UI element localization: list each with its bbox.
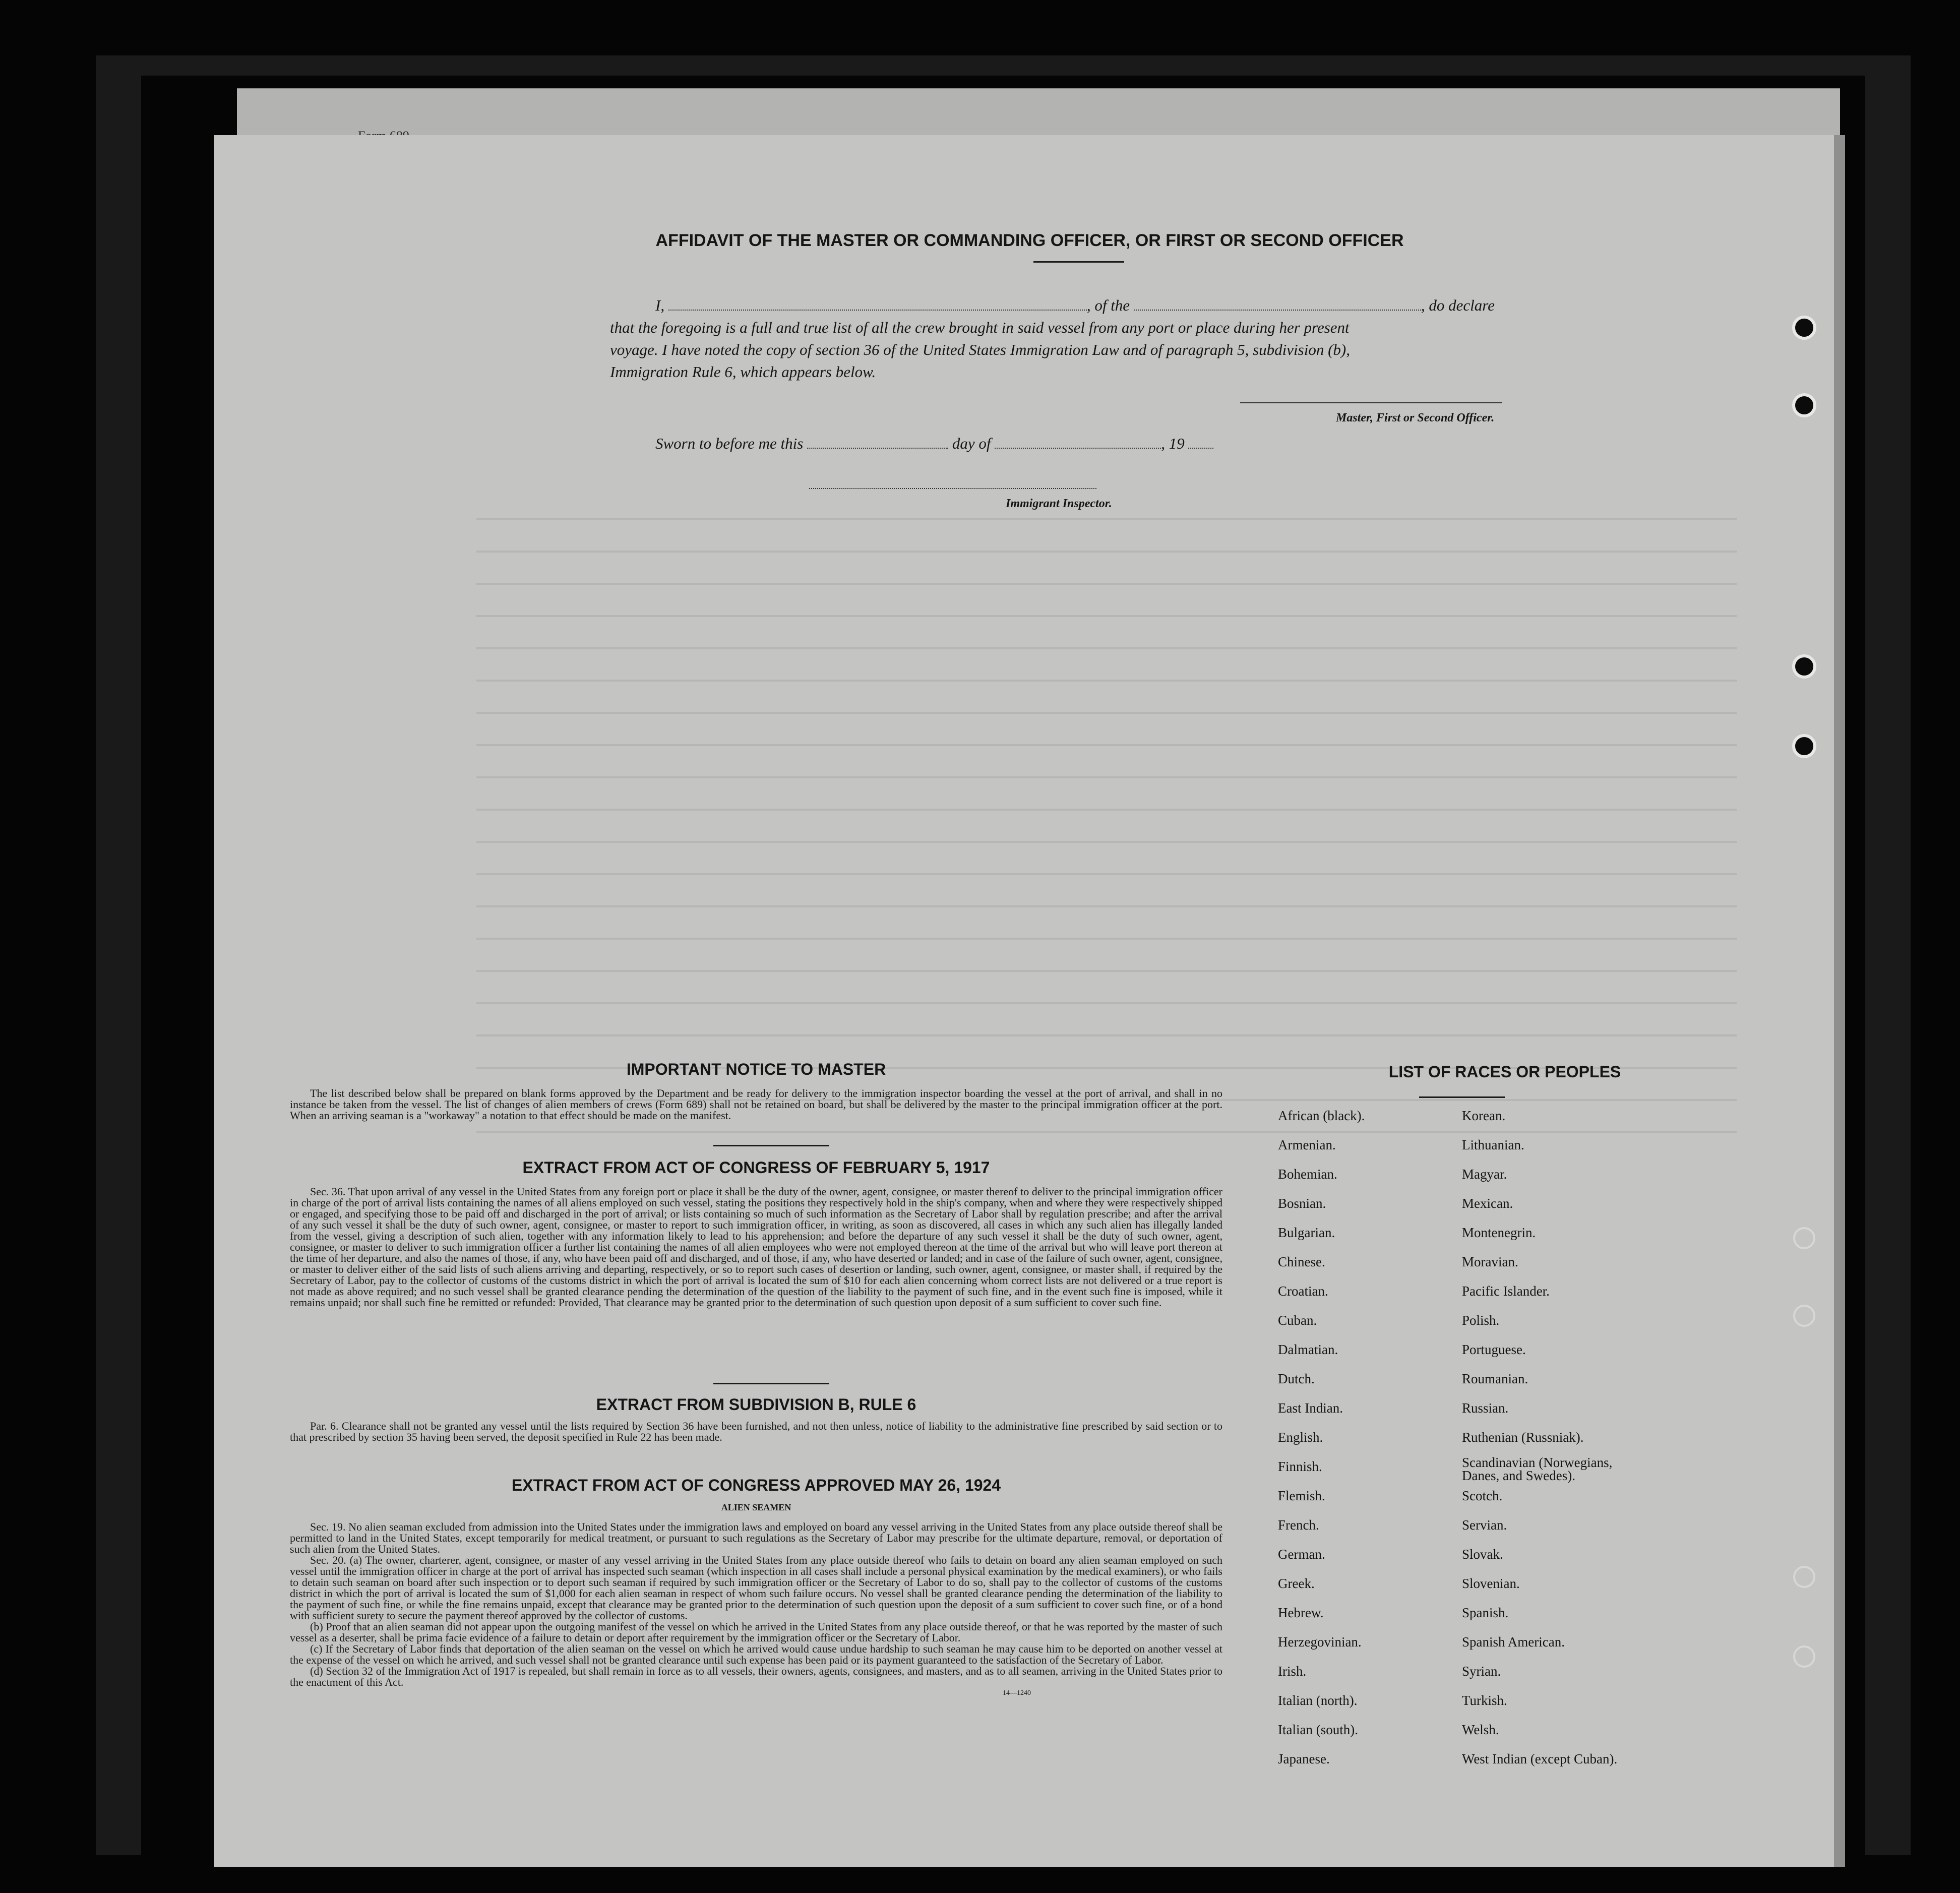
extract-1917-rule xyxy=(713,1383,829,1384)
race-item: Scandinavian (Norwegians, Danes, and Swedes). xyxy=(1462,1455,1613,1483)
extract-1924-title: EXTRACT FROM ACT OF CONGRESS APPROVED MAY 26, 1924 xyxy=(511,1476,1001,1494)
race-item: English. xyxy=(1278,1430,1323,1445)
race-item: Spanish American. xyxy=(1462,1634,1565,1650)
race-item: Finnish. xyxy=(1278,1459,1322,1474)
race-item: East Indian. xyxy=(1278,1400,1343,1416)
inspector-label: Immigrant Inspector. xyxy=(1006,497,1112,510)
affidavit-title-rule xyxy=(1033,261,1124,263)
race-item: Welsh. xyxy=(1462,1722,1499,1737)
vessel-name-field[interactable] xyxy=(1134,310,1421,311)
race-item: Italian (south). xyxy=(1278,1722,1358,1737)
race-item: Servian. xyxy=(1462,1517,1507,1533)
punch-hole xyxy=(1793,1227,1815,1249)
race-item: Bosnian. xyxy=(1278,1196,1326,1211)
notice-text: The list described below shall be prepared on blank forms approved by the Department and be ready for delivery to the immigration inspector boarding the vessel at the port of arrival, and shall in no instance be taken from the vessel. The list of changes of alien members of crews (Form 689) shall not be retained on board, but shall be delivered by the master to the principal immigration officer at the port. When an arriving seaman is a "workaway" a notation to that effect should be made on the manifest. xyxy=(290,1087,1222,1122)
affidavit-line-2: that the foregoing is a full and true list of all the crew brought in said vessel from any port or place during her present xyxy=(610,319,1350,336)
punch-hole xyxy=(1792,654,1816,679)
scan-frame-left xyxy=(96,60,141,1855)
notice-title: IMPORTANT NOTICE TO MASTER xyxy=(626,1060,886,1078)
race-item: Hebrew. xyxy=(1278,1605,1324,1620)
punch-hole xyxy=(1793,1566,1815,1588)
race-item: Korean. xyxy=(1462,1108,1506,1123)
race-item: Pacific Islander. xyxy=(1462,1284,1550,1299)
sec-19-text: Sec. 19. No alien seaman excluded from admission into the United States under the immigration laws and employed on board any vessel arriving in the United States from any place outside thereof shall be permitted to land in the United States, except temporarily for medical treatment, or pursuant to such regulations as the Secretary of Labor may prescribe for the ultimate departure, removal, or deportation of such alien from the United States. xyxy=(290,1520,1222,1555)
rule-6-text: Par. 6. Clearance shall not be granted any vessel until the lists required by Section 36 have been furnished, and not then unless, notice of liability to the administrative fine prescribed by said section or to that prescribed by section 35 having been served, the deposit specified in Rule 22 has been made. xyxy=(290,1420,1222,1443)
punch-hole xyxy=(1792,316,1816,340)
affidavit-title: AFFIDAVIT OF THE MASTER OR COMMANDING OFFICER, OR FIRST OR SECOND OFFICER xyxy=(655,231,1404,250)
affidavit-line-4: Immigration Rule 6, which appears below. xyxy=(610,363,876,381)
races-title-rule xyxy=(1419,1096,1505,1098)
punch-hole xyxy=(1792,734,1816,758)
race-item: Dalmatian. xyxy=(1278,1342,1338,1357)
print-number: 14—1240 xyxy=(1003,1689,1031,1697)
race-item: Bohemian. xyxy=(1278,1167,1337,1182)
race-item: Dutch. xyxy=(1278,1371,1315,1386)
section-36-text: Sec. 36. That upon arrival of any vessel in the United States from any foreign port or place it shall be the duty of the owner, agent, consignee, or master thereof to deliver to the principal immigration officer in charge of the port of arrival lists containing the names of all aliens employed on such vessel, stating the positions they respectively hold in the ship's company, when and where they were respectively shipped or engaged, and specifying those to be paid off and discharged in the port of arrival; or lists containing so much of such information as the Secretary of Labor shall by regulation prescribe; and after the arrival of any such vessel it shall be the duty of such owner, agent, consignee, or master to report to such immigration officer, in writing, as soon as discovered, all cases in which any such alien has illegally landed from the vessel, giving a description of such alien, together with any information likely to lead to his apprehension; and before the departure of any such vessel it shall be the duty of such owner, agent, consignee, or master to deliver to such immigration officer a further list containing the names of all alien employees who were not employed thereon at the time of the arrival but who will leave port thereon at the time of her departure, and also the names of those, if any, who have been paid off and discharged, and of those, if any, who have deserted or landed; and in case of the failure of such owner, agent, consignee, or master to deliver either of the said lists of such aliens arriving and departing, respectively, or so to report such cases of desertion or landing, such owner, agent, consignee, or master shall, if required by the Secretary of Labor, pay to the collector of customs of the customs district in which the port of arrival is located the sum of $10 for each alien concerning whom correct lists are not delivered or a true report is not made as above required; and no such vessel shall be granted clearance pending the determination of the question of the liability to the payment of such fine, and in the event such fine is imposed, while it remains unpaid; nor shall such fine be remitted or refunded: Provided, That clearance may be granted prior to the determination of such question upon deposit of a sum sufficient to cover such fine. xyxy=(290,1185,1222,1309)
race-item: Chinese. xyxy=(1278,1254,1325,1269)
extract-1924-body xyxy=(290,1521,1222,1699)
race-item: Magyar. xyxy=(1462,1167,1507,1182)
of-the-label: , of the xyxy=(1086,296,1130,314)
race-item: Bulgarian. xyxy=(1278,1225,1335,1240)
alien-seamen-subtitle: ALIEN SEAMEN xyxy=(721,1502,791,1512)
extract-1917-body xyxy=(290,1186,1222,1308)
do-declare-label: , do declare xyxy=(1421,296,1495,314)
race-item: Greek. xyxy=(1278,1576,1315,1591)
page-edge-shadow xyxy=(1834,135,1845,1867)
race-item: Polish. xyxy=(1462,1313,1500,1328)
race-item: Cuban. xyxy=(1278,1313,1317,1328)
race-item: Slovenian. xyxy=(1462,1576,1520,1591)
race-item: Syrian. xyxy=(1462,1664,1501,1679)
affidavit-line-1 xyxy=(610,294,1764,317)
sworn-year-field[interactable] xyxy=(1188,448,1213,449)
punch-hole xyxy=(1792,393,1816,417)
sworn-month-field[interactable] xyxy=(995,448,1161,449)
punch-hole xyxy=(1793,1645,1815,1668)
master-signature-label: Master, First or Second Officer. xyxy=(1336,411,1495,424)
affidavit-line-3: voyage. I have noted the copy of section 36 of the United States Immigration Law and of paragraph 5, subdivision (b), xyxy=(610,341,1350,358)
scan-frame-top xyxy=(96,55,1911,76)
race-item: Herzegovinian. xyxy=(1278,1634,1362,1650)
notice-rule xyxy=(713,1145,829,1146)
sworn-day-field[interactable] xyxy=(807,448,948,449)
affidavit-i-label: I, xyxy=(655,296,665,314)
race-item: Portuguese. xyxy=(1462,1342,1526,1357)
race-item: Slovak. xyxy=(1462,1547,1503,1562)
extract-rule6-title: EXTRACT FROM SUBDIVISION B, RULE 6 xyxy=(596,1395,916,1414)
day-of-label: day of xyxy=(952,435,991,452)
document-page xyxy=(214,135,1845,1867)
race-item: Lithuanian. xyxy=(1462,1137,1524,1152)
race-item: Flemish. xyxy=(1278,1488,1325,1503)
extract-rule6-body xyxy=(290,1421,1222,1443)
affidavit-paragraph xyxy=(610,294,1764,383)
race-item: French. xyxy=(1278,1517,1319,1533)
races-title: LIST OF RACES OR PEOPLES xyxy=(1388,1063,1621,1081)
race-item: Roumanian. xyxy=(1462,1371,1528,1386)
extract-1917-title: EXTRACT FROM ACT OF CONGRESS OF FEBRUARY 5, 1917 xyxy=(522,1158,990,1177)
affiant-name-field[interactable] xyxy=(668,310,1087,311)
race-item: Armenian. xyxy=(1278,1137,1336,1152)
race-item: Croatian. xyxy=(1278,1284,1328,1299)
race-item: Russian. xyxy=(1462,1400,1509,1416)
sec-20a-text: Sec. 20. (a) The owner, charterer, agent, consignee, or master of any vessel arriving in the United States from any place outside thereof who fails to detain on board any alien seaman employed on such vessel until the immigration officer in charge at the port of arrival has inspected such seaman (which inspection in all cases shall include a personal physical examination by the medical examiners), or who fails to detain such seaman on board after such inspection or to deport such seaman if required by such immigration officer or the Secretary of Labor to do so, shall pay to the collector of customs of the customs district in which the port of arrival is located the sum of $1,000 for each alien seaman in respect of whom such failure occurs. No vessel shall be granted clearance pending the determination of the liability to the payment of such fine, or while the fine remains unpaid, except that clearance may be granted prior to the determination of such question upon the deposit of a sum sufficient to cover such fine, or of a bond with sufficient surety to secure the payment thereof approved by the collector of customs. xyxy=(290,1554,1222,1622)
race-item: Japanese. xyxy=(1278,1751,1330,1766)
notice-body xyxy=(290,1088,1222,1121)
race-item: German. xyxy=(1278,1547,1325,1562)
race-item: West Indian (except Cuban). xyxy=(1462,1751,1618,1766)
sec-20c-text: (c) If the Secretary of Labor finds that deportation of the alien seaman on the vessel on which he arrived would cause undue hardship to such seaman he may cause him to be deported on another vessel at the expense of the vessel on which he arrived, and such vessel shall not be granted clearance until such expense has been paid or its payment guaranteed to the satisfaction of the Secretary of Labor. xyxy=(290,1642,1222,1666)
race-item: African (black). xyxy=(1278,1108,1365,1123)
race-item: Ruthenian (Russniak). xyxy=(1462,1430,1584,1445)
bleed-through-area xyxy=(476,488,1737,1143)
scan-frame-right xyxy=(1865,60,1911,1855)
race-item: Spanish. xyxy=(1462,1605,1509,1620)
race-item: Turkish. xyxy=(1462,1693,1507,1708)
race-item: Italian (north). xyxy=(1278,1693,1358,1708)
sec-20d-text: (d) Section 32 of the Immigration Act of 1917 is repealed, but shall remain in force as to all vessels, their owners, agents, consignees, and masters, and as to all seamen, arriving in the United States prior to the enactment of this Act. xyxy=(290,1665,1222,1688)
race-item: Irish. xyxy=(1278,1664,1307,1679)
year-label: , 19 xyxy=(1161,435,1185,452)
inspector-signature-line[interactable] xyxy=(809,488,1096,489)
master-signature-line[interactable] xyxy=(1240,402,1502,403)
race-item: Scotch. xyxy=(1462,1488,1503,1503)
race-item: Mexican. xyxy=(1462,1196,1513,1211)
sworn-label: Sworn to before me this xyxy=(655,435,804,452)
race-item: Moravian. xyxy=(1462,1254,1518,1269)
punch-hole xyxy=(1793,1305,1815,1327)
sworn-line xyxy=(655,433,1613,455)
sec-20b-text: (b) Proof that an alien seaman did not appear upon the outgoing manifest of the vessel on which he arrived in the United States from any place outside thereof, or that he was reported by the master of such vessel as a deserter, shall be prima facie evidence of a failure to detain or deport after requirement by the immigration officer or the Secretary of Labor. xyxy=(290,1620,1222,1644)
race-item: Montenegrin. xyxy=(1462,1225,1536,1240)
